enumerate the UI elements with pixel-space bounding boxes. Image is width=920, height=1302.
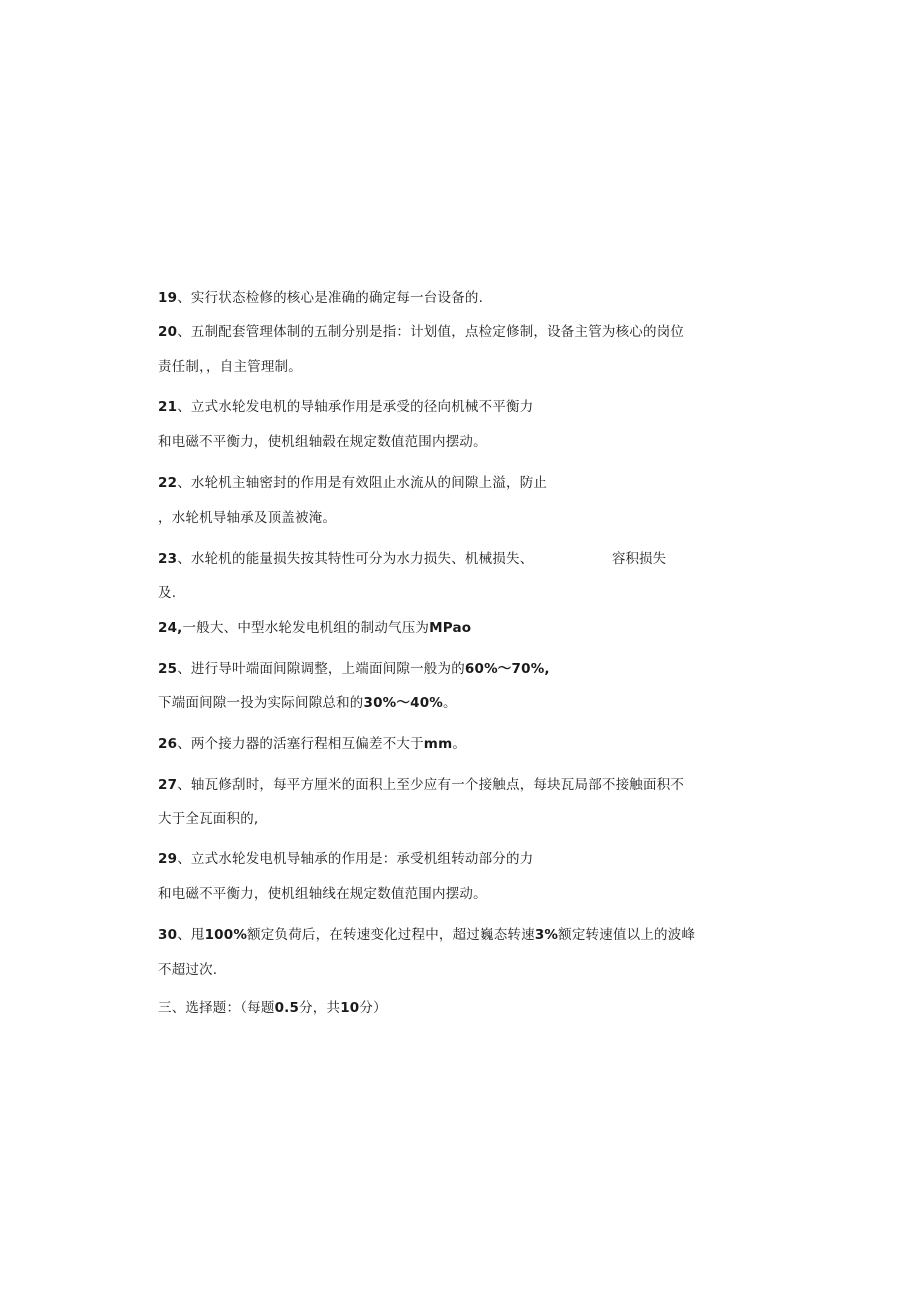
question-text: 一般大、中型水轮发电机组的制动气压为 (182, 620, 430, 636)
question-21: 21、立式水轮发电机的导轴承作用是承受的径向机械不平衡力 (158, 399, 534, 415)
question-20-continued: 责任制，，自主管理制。 (158, 359, 302, 375)
question-23-tail: 容积损失 (612, 551, 666, 567)
question-29: 29、立式水轮发电机导轴承的作用是：承受机组转动部分的力 (158, 851, 534, 867)
question-text: 轴瓦修刮时，每平方厘米的面积上至少应有一个接触点，每块瓦局部不接触面积不 (190, 777, 685, 793)
question-text: 立式水轮发电机的导轴承作用是承受的径向机械不平衡力 (190, 399, 534, 415)
question-22: 22、水轮机主轴密封的作用是有效阻止水流从的间隙上溢，防止 (158, 475, 548, 491)
question-number: 29 (158, 851, 178, 867)
question-30-continued: 不超过次. (158, 962, 218, 978)
section-heading-choice: 三、选择题：（每题0.5分，共10分） (158, 1000, 387, 1016)
question-number: 24, (158, 620, 183, 636)
question-27: 27、轴瓦修刮时，每平方厘米的面积上至少应有一个接触点，每块瓦局部不接触面积不 (158, 777, 685, 793)
question-number: 23 (158, 551, 178, 567)
question-number: 26 (158, 736, 178, 752)
question-text: 进行导叶端面间隙调整，上端面间隙一般为的 (190, 661, 465, 677)
question-text: 水轮机的能量损失按其特性可分为水力损失、机械损失、 (190, 551, 534, 567)
question-number: 30 (158, 927, 178, 943)
question-number: 20 (158, 324, 178, 340)
question-20: 20、五制配套管理体制的五制分别是指：计划值，点检定修制，设备主管为核心的岗位 (158, 324, 685, 340)
question-number: 25 (158, 661, 178, 677)
question-26: 26、两个接力器的活塞行程相互偏差不大于mm。 (158, 736, 467, 752)
question-number: 19 (158, 290, 178, 306)
question-24: 24,一般大、中型水轮发电机组的制动气压为MPao (158, 620, 472, 636)
question-19: 19、实行状态检修的核心是准确的确定每一台设备的. (158, 290, 484, 306)
question-number: 22 (158, 475, 178, 491)
question-text: 五制配套管理体制的五制分别是指：计划值，点检定修制，设备主管为核心的岗位 (190, 324, 685, 340)
question-25-continued: 下端面间隙一投为实际间隙总和的30%〜40%。 (158, 695, 457, 711)
question-number: 21 (158, 399, 178, 415)
question-23: 23、水轮机的能量损失按其特性可分为水力损失、机械损失、 (158, 551, 534, 567)
question-text: 实行状态检修的核心是准确的确定每一台设备的. (190, 290, 484, 306)
question-text: 水轮机主轴密封的作用是有效阻止水流从的间隙上溢，防止 (190, 475, 548, 491)
question-21-continued: 和电磁不平衡力，使机组轴毂在规定数值范围内摆动。 (158, 434, 487, 450)
question-27-continued: 大于全瓦面积的, (158, 811, 259, 827)
question-22-continued: ，水轮机导轴承及顶盖被淹。 (158, 510, 337, 526)
question-text: 两个接力器的活塞行程相互偏差不大于 (190, 736, 424, 752)
question-23-continued: 及. (158, 585, 177, 601)
question-number: 27 (158, 777, 178, 793)
question-25: 25、进行导叶端面间隙调整，上端面间隙一般为的60%〜70%, (158, 661, 550, 677)
question-29-continued: 和电磁不平衡力，使机组轴线在规定数值范围内摆动。 (158, 886, 487, 902)
question-30: 30、甩100%额定负荷后，在转速变化过程中，超过巍态转速3%额定转速值以上的波峰 (158, 927, 696, 943)
question-text: 立式水轮发电机导轴承的作用是：承受机组转动部分的力 (190, 851, 534, 867)
